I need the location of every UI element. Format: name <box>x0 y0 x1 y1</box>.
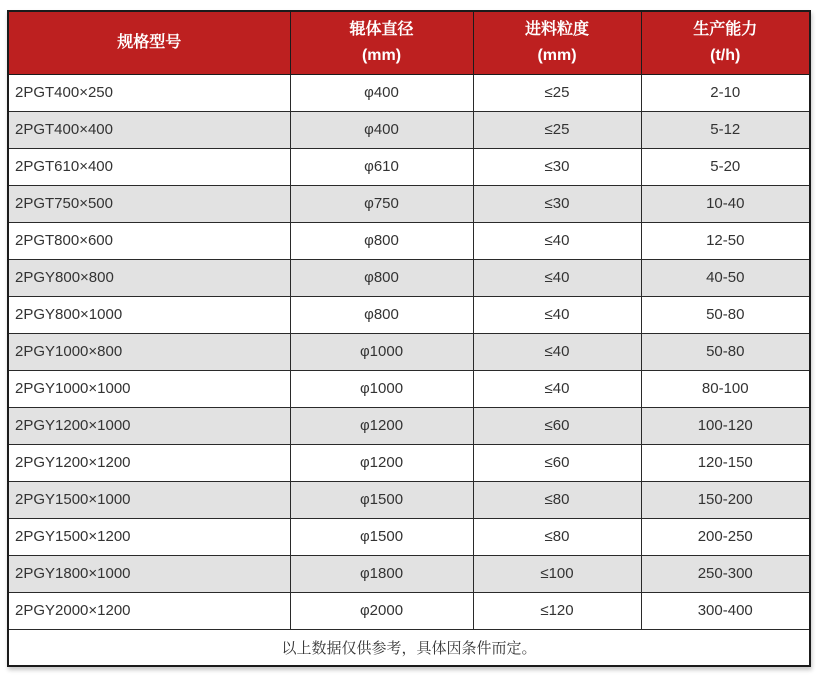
table-row <box>8 259 810 296</box>
spec-table <box>7 10 811 667</box>
capacity-cell: 10-40 <box>641 185 810 222</box>
table-footer <box>8 629 810 666</box>
capacity-cell: 80-100 <box>641 370 810 407</box>
feed-size-cell: ≤25 <box>473 74 641 111</box>
diameter-cell: φ750 <box>290 185 473 222</box>
capacity-cell: 12-50 <box>641 222 810 259</box>
diameter-cell: φ2000 <box>290 592 473 629</box>
model-cell: 2PGY800×800 <box>8 259 290 296</box>
column-header-model-label: 规格型号 <box>117 33 182 51</box>
table-body <box>8 74 810 629</box>
feed-size-cell: ≤30 <box>473 148 641 185</box>
feed-size-cell: ≤80 <box>473 481 641 518</box>
feed-size-cell: ≤40 <box>473 296 641 333</box>
diameter-cell: φ400 <box>290 74 473 111</box>
capacity-cell: 5-20 <box>641 148 810 185</box>
model-cell: 2PGT800×600 <box>8 222 290 259</box>
diameter-cell: φ1500 <box>290 518 473 555</box>
capacity-cell: 150-200 <box>641 481 810 518</box>
diameter-cell: φ800 <box>290 259 473 296</box>
table-row <box>8 185 810 222</box>
column-header-capacity-unit: (t/h) <box>710 46 741 64</box>
diameter-cell: φ1500 <box>290 481 473 518</box>
column-header-diameter-unit: (mm) <box>361 46 402 64</box>
feed-size-cell: ≤40 <box>473 222 641 259</box>
feed-size-cell: ≤60 <box>473 444 641 481</box>
column-header-capacity <box>641 11 810 74</box>
model-cell: 2PGY1000×800 <box>8 333 290 370</box>
column-header-diameter <box>290 11 473 74</box>
header-row <box>8 11 810 74</box>
capacity-cell: 300-400 <box>641 592 810 629</box>
capacity-cell: 50-80 <box>641 333 810 370</box>
table-row <box>8 148 810 185</box>
capacity-cell: 250-300 <box>641 555 810 592</box>
model-cell: 2PGT400×250 <box>8 74 290 111</box>
table-row <box>8 333 810 370</box>
column-header-diameter-label: 辊体直径 <box>349 20 414 38</box>
table-row <box>8 74 810 111</box>
diameter-cell: φ1800 <box>290 555 473 592</box>
table-row <box>8 407 810 444</box>
capacity-cell: 5-12 <box>641 111 810 148</box>
diameter-cell: φ1200 <box>290 444 473 481</box>
diameter-cell: φ800 <box>290 222 473 259</box>
model-cell: 2PGY1200×1200 <box>8 444 290 481</box>
feed-size-cell: ≤40 <box>473 370 641 407</box>
diameter-cell: φ1200 <box>290 407 473 444</box>
diameter-cell: φ800 <box>290 296 473 333</box>
capacity-cell: 50-80 <box>641 296 810 333</box>
table-row <box>8 296 810 333</box>
table-row <box>8 592 810 629</box>
diameter-cell: φ1000 <box>290 370 473 407</box>
model-cell: 2PGY1500×1200 <box>8 518 290 555</box>
diameter-cell: φ610 <box>290 148 473 185</box>
table-row <box>8 555 810 592</box>
feed-size-cell: ≤30 <box>473 185 641 222</box>
model-cell: 2PGT750×500 <box>8 185 290 222</box>
model-cell: 2PGY2000×1200 <box>8 592 290 629</box>
table-row <box>8 222 810 259</box>
model-cell: 2PGT400×400 <box>8 111 290 148</box>
capacity-cell: 100-120 <box>641 407 810 444</box>
model-cell: 2PGY800×1000 <box>8 296 290 333</box>
feed-size-cell: ≤80 <box>473 518 641 555</box>
table-row <box>8 444 810 481</box>
footer-note: 以上数据仅供参考，具体因条件而定。 <box>8 629 810 666</box>
table-row <box>8 111 810 148</box>
capacity-cell: 120-150 <box>641 444 810 481</box>
model-cell: 2PGY1500×1000 <box>8 481 290 518</box>
capacity-cell: 40-50 <box>641 259 810 296</box>
column-header-model <box>8 11 290 74</box>
table-row <box>8 370 810 407</box>
table-row <box>8 518 810 555</box>
capacity-cell: 2-10 <box>641 74 810 111</box>
feed-size-cell: ≤25 <box>473 111 641 148</box>
table-header <box>8 11 810 74</box>
model-cell: 2PGT610×400 <box>8 148 290 185</box>
capacity-cell: 200-250 <box>641 518 810 555</box>
table-row <box>8 481 810 518</box>
column-header-feed-size-unit: (mm) <box>537 46 577 64</box>
feed-size-cell: ≤40 <box>473 259 641 296</box>
model-cell: 2PGY1800×1000 <box>8 555 290 592</box>
column-header-feed-size-label: 进料粒度 <box>524 20 589 38</box>
model-cell: 2PGY1000×1000 <box>8 370 290 407</box>
diameter-cell: φ1000 <box>290 333 473 370</box>
model-cell: 2PGY1200×1000 <box>8 407 290 444</box>
feed-size-cell: ≤120 <box>473 592 641 629</box>
column-header-feed-size <box>473 11 641 74</box>
footer-row <box>8 629 810 666</box>
feed-size-cell: ≤100 <box>473 555 641 592</box>
column-header-capacity-label: 生产能力 <box>693 20 758 38</box>
diameter-cell: φ400 <box>290 111 473 148</box>
feed-size-cell: ≤40 <box>473 333 641 370</box>
feed-size-cell: ≤60 <box>473 407 641 444</box>
